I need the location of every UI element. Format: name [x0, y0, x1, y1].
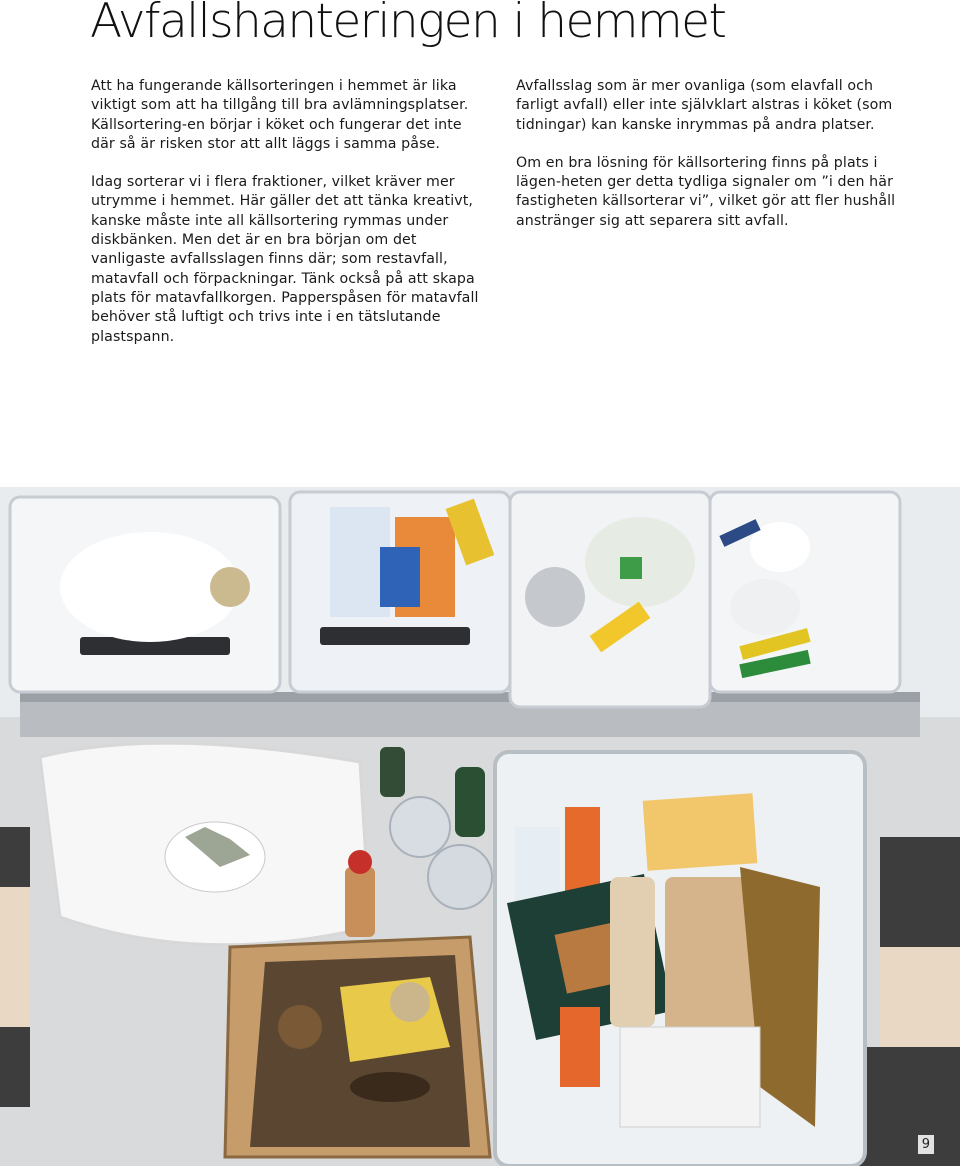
lead-paragraph: Att ha fungerande källsorteringen i hemmet är lika viktigt som att ha tillgång till bra avlämningsplatser. Källsortering-en börjar i köket och fungerar det inte där så är risken stor att allt läggs i samma påse. — [91, 78, 469, 152]
right-paragraph-2: Om en bra lösning för källsortering finns på plats i lägen-heten ger detta tydliga signaler om ”i den här fastigheten källsorterar vi”, vilket gör att fler hushåll anstränger sig att separera sitt avfall. — [516, 154, 896, 229]
right-column — [516, 77, 916, 250]
left-column — [91, 77, 483, 366]
page-title: Avfallshanteringen i hemmet — [90, 0, 726, 49]
body-paragraph: Idag sorterar vi i flera fraktioner, vilket kräver mer utrymme i hemmet. Här gäller det att tänka kreativt, kanske måste inte all källsortering rymmas under diskbänken. Men det är en bra början om det vanligaste avfallsslagen finns där; som restavfall, matavfall och förpackningar. Tänk också på att skapa plats för matavfallkorgen. Papperspåsen för matavfall behöver stå luftigt och trivs inte i en tätslutande plastspann. — [91, 174, 479, 345]
right-paragraph-1: Avfallsslag som är mer ovanliga (som elavfall och farligt avfall) eller inte självklart alstras i köket (som tidningar) kan kanske inrymmas på andra platser. — [516, 78, 893, 133]
page-number: 9 — [918, 1135, 934, 1154]
waste-sorting-photo — [0, 487, 960, 1166]
